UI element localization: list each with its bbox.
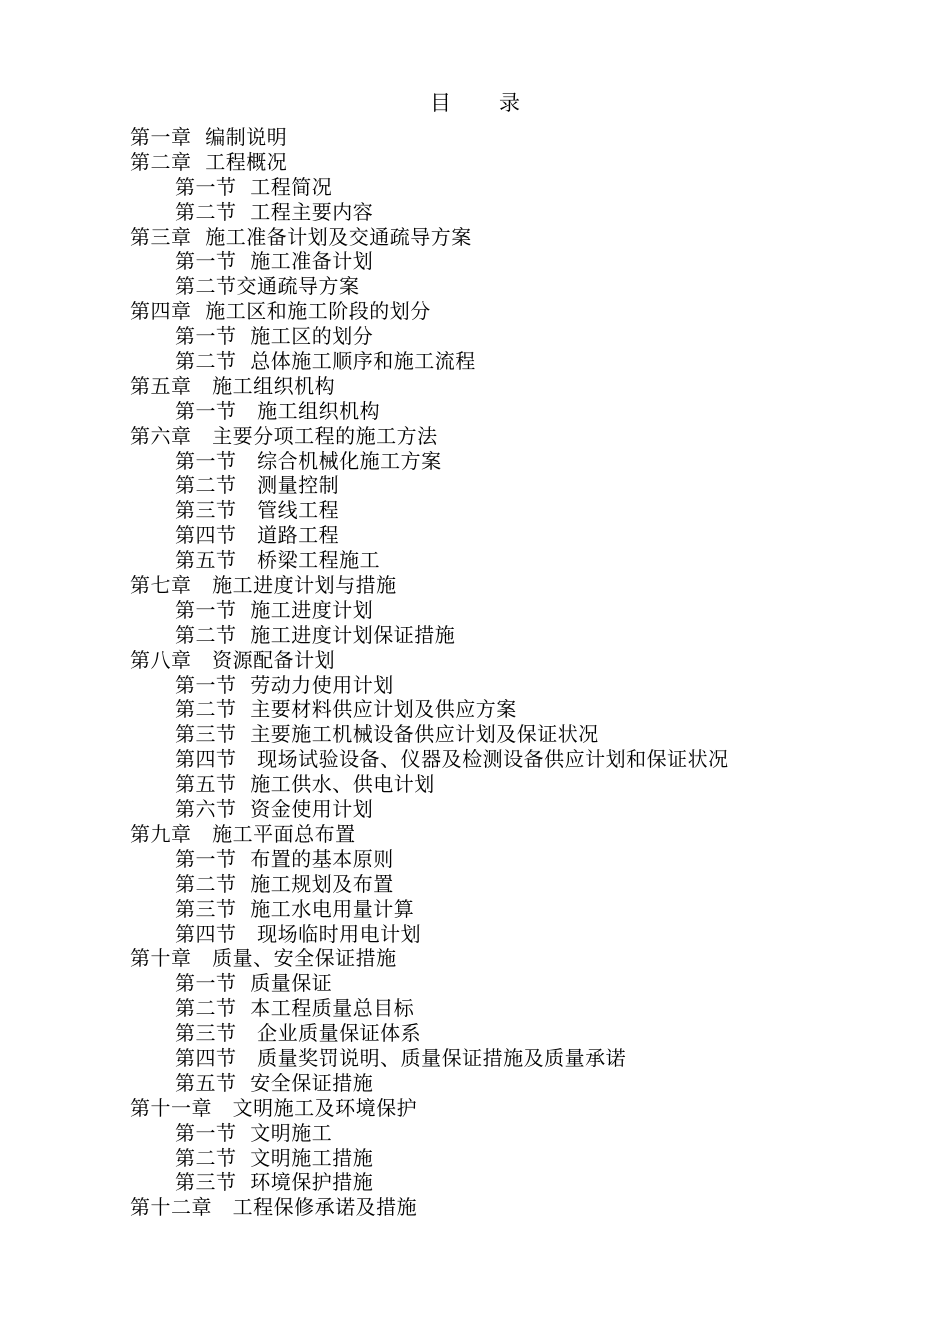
toc-section-entry: 第二节 测量控制 — [175, 473, 340, 498]
toc-section-entry: 第五节 桥梁工程施工 — [175, 548, 381, 573]
toc-section-entry: 第一节 劳动力使用计划 — [175, 672, 394, 697]
toc-title — [0, 88, 950, 118]
toc-chapter-entry: 第二章 工程概况 — [130, 149, 288, 174]
toc-section-entry: 第一节 施工组织机构 — [175, 398, 381, 423]
toc-section-entry: 第四节 现场临时用电计划 — [175, 921, 422, 946]
toc-section-entry: 第一节 综合机械化施工方案 — [175, 448, 442, 473]
toc-section-entry: 第二节 施工规划及布置 — [175, 871, 394, 896]
toc-section-entry: 第四节 质量奖罚说明、质量保证措施及质量承诺 — [175, 1045, 627, 1070]
toc-section-entry: 第三节 环境保护措施 — [175, 1170, 374, 1195]
toc-chapter-entry: 第四章 施工区和施工阶段的划分 — [130, 299, 431, 324]
toc-chapter-entry: 第六章 主要分项工程的施工方法 — [130, 423, 438, 448]
toc-title-right: 录 — [499, 91, 520, 115]
toc-chapter-entry: 第三章 施工准备计划及交通疏导方案 — [130, 224, 472, 249]
toc-title-left: 目 — [430, 91, 451, 115]
toc-section-entry: 第三节 管线工程 — [175, 498, 340, 523]
toc-section-entry: 第三节 企业质量保证体系 — [175, 1021, 422, 1046]
toc-chapter-entry: 第八章 资源配备计划 — [130, 647, 336, 672]
toc-chapter-entry: 第十一章 文明施工及环境保护 — [130, 1095, 418, 1120]
toc-section-entry: 第二节 本工程质量总目标 — [175, 996, 415, 1021]
toc-section-entry: 第五节 安全保证措施 — [175, 1070, 374, 1095]
toc-chapter-entry: 第十章 质量、安全保证措施 — [130, 946, 397, 971]
toc-section-entry: 第一节 施工准备计划 — [175, 249, 374, 274]
toc-chapter-entry: 第五章 施工组织机构 — [130, 373, 336, 398]
toc-section-entry: 第四节 现场试验设备、仪器及检测设备供应计划和保证状况 — [175, 747, 729, 772]
toc-chapter-entry: 第一章 编制说明 — [130, 125, 288, 149]
toc-section-entry: 第二节 主要材料供应计划及供应方案 — [175, 697, 517, 722]
toc-chapter-entry: 第十二章 工程保修承诺及措施 — [130, 1195, 418, 1220]
toc-section-entry: 第六节 资金使用计划 — [175, 797, 374, 822]
toc-section-entry: 第二节 施工进度计划保证措施 — [175, 622, 456, 647]
toc-section-entry: 第二节 工程主要内容 — [175, 199, 374, 224]
toc-section-entry: 第二节交通疏导方案 — [175, 274, 360, 299]
toc-section-entry: 第一节 工程简况 — [175, 174, 333, 199]
toc-section-entry: 第五节 施工供水、供电计划 — [175, 772, 435, 797]
toc-chapter-entry: 第九章 施工平面总布置 — [130, 821, 356, 846]
toc-chapter-entry: 第七章 施工进度计划与措施 — [130, 573, 397, 598]
toc-section-entry: 第一节 文明施工 — [175, 1120, 333, 1145]
toc-section-entry: 第二节 总体施工顺序和施工流程 — [175, 349, 476, 374]
toc-section-entry: 第三节 主要施工机械设备供应计划及保证状况 — [175, 722, 599, 747]
toc-section-entry: 第一节 施工进度计划 — [175, 597, 374, 622]
toc-section-entry: 第二节 文明施工措施 — [175, 1145, 374, 1170]
toc-section-entry: 第一节 质量保证 — [175, 971, 333, 996]
toc-section-entry: 第一节 布置的基本原则 — [175, 846, 394, 871]
toc-section-entry: 第一节 施工区的划分 — [175, 324, 374, 349]
toc-section-entry: 第四节 道路工程 — [175, 523, 340, 548]
toc-section-entry: 第三节 施工水电用量计算 — [175, 896, 415, 921]
toc-list — [130, 125, 910, 1220]
